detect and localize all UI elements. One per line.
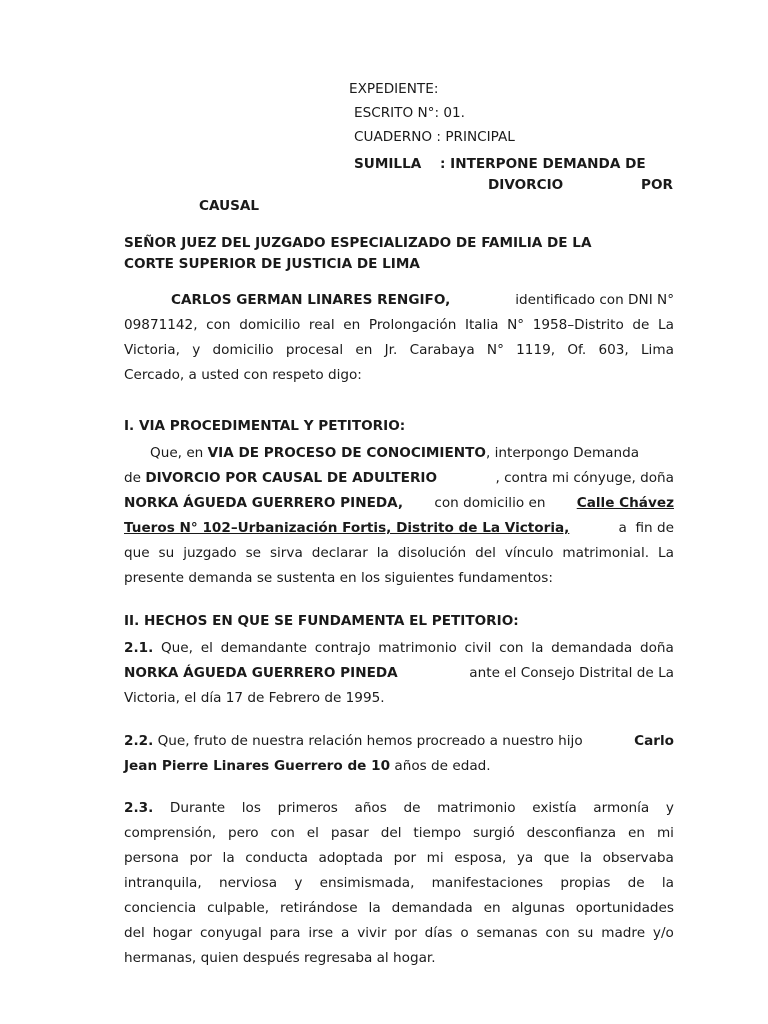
intro-line1-rest: identificado con DNI N° [515,292,674,308]
defendant-address-part1: Calle Chávez [576,495,674,511]
divorce-cause: DIVORCIO POR CAUSAL DE ADULTERIO [145,470,438,486]
fact-2-1-line1: 2.1. Que, el demandante contrajo matrimonio civil con la demandada doña [124,636,674,661]
addressee [124,233,674,275]
intro-line3: Victoria, y domicilio procesal en Jr. Carabaya N° 1119, Of. 603, Lima [124,342,674,358]
escrito-label: ESCRITO N°: 01. [354,105,465,121]
plaintiff-name: CARLOS GERMAN LINARES RENGIFO, [171,292,451,308]
section1-line5: que su juzgado se sirva declarar la disolución del vínculo matrimonial. La [124,545,674,561]
fact-2-2 [124,729,674,779]
expediente-label: EXPEDIENTE: [349,81,439,97]
fact-2-3-line4: intranquila, nerviosa y ensimismada, manifestaciones propias de la [124,875,674,891]
fact-2-3-line3: persona por la conducta adoptada por mi esposa, ya que la observaba [124,850,674,866]
fact-2-2-line2: Jean Pierre Linares Guerrero de 10 años de edad. [124,758,491,774]
section1-line2: de DIVORCIO POR CAUSAL DE ADULTERIO , contra mi cónyuge, doña [124,470,674,486]
addressee-line2: CORTE SUPERIOR DE JUSTICIA DE LIMA [124,256,420,272]
intro-line1 [124,288,674,313]
fact-2-1-line3: Victoria, el día 17 de Febrero de 1995. [124,690,385,706]
intro-line4: Cercado, a usted con respeto digo: [124,367,362,383]
fact-2-1 [124,636,674,711]
sumilla-text-line2a: DIVORCIO [488,177,564,193]
intro-line2: 09871142, con domicilio real en Prolongación Italia N° 1958–Distrito de La [124,317,674,333]
fact-2-1-number: 2.1. [124,640,154,656]
fact-2-3-line6: del hogar conyugal para irse a vivir por días o semanas con su madre y/o [124,925,674,941]
fact-2-3-line5: conciencia culpable, retirándose la demandada en algunas oportunidades [124,900,674,916]
fact-2-3-line7: hermanas, quien después regresaba al hogar. [124,950,436,966]
defendant-name: NORKA ÁGUEDA GUERRERO PINEDA, [124,495,404,511]
defendant-address-part2: Tueros N° 102–Urbanización Fortis, Distrito de La Victoria, [124,520,570,536]
fact-2-3 [124,796,674,971]
section1-title: I. VIA PROCEDIMENTAL Y PETITORIO: [124,418,406,434]
sumilla-text-line1: : INTERPONE DEMANDA DE [440,156,646,172]
sumilla-text-line2b: POR [641,177,673,193]
fact-2-2-number: 2.2. [124,733,154,749]
sumilla-text-line3: CAUSAL [199,198,260,214]
fact-2-3-line2: comprensión, pero con el pasar del tiempo surgió desconfianza en mi [124,825,674,841]
fact-2-1-line2: NORKA ÁGUEDA GUERRERO PINEDA ante el Consejo Distrital de La [124,665,674,681]
cuaderno-label: CUADERNO : PRINCIPAL [354,129,515,145]
section1-paragraph [124,441,674,591]
fact-2-2-line1: 2.2. Que, fruto de nuestra relación hemos procreado a nuestro hijo Carlo [124,733,674,749]
section1-line6: presente demanda se sustenta en los siguientes fundamentos: [124,570,553,586]
section1-line3: NORKA ÁGUEDA GUERRERO PINEDA, con domicilio en Calle Chávez [124,491,674,516]
procedure-type: VIA DE PROCESO DE CONOCIMIENTO [207,445,486,461]
fact-2-3-number: 2.3. [124,800,154,816]
section1-line1: Que, en VIA DE PROCESO DE CONOCIMIENTO, interpongo Demanda [150,445,640,461]
fact-2-3-line1: 2.3. Durante los primeros años de matrimonio existía armonía y [124,796,674,821]
addressee-line1: SEÑOR JUEZ DEL JUZGADO ESPECIALIZADO DE FAMILIA DE LA [124,235,592,251]
intro-paragraph [124,288,674,388]
sumilla-label: SUMILLA [354,156,422,172]
section1-line4: Tueros N° 102–Urbanización Fortis, Distrito de La Victoria, a fin de [124,516,674,541]
section2-title: II. HECHOS EN QUE SE FUNDAMENTA EL PETITORIO: [124,613,519,629]
